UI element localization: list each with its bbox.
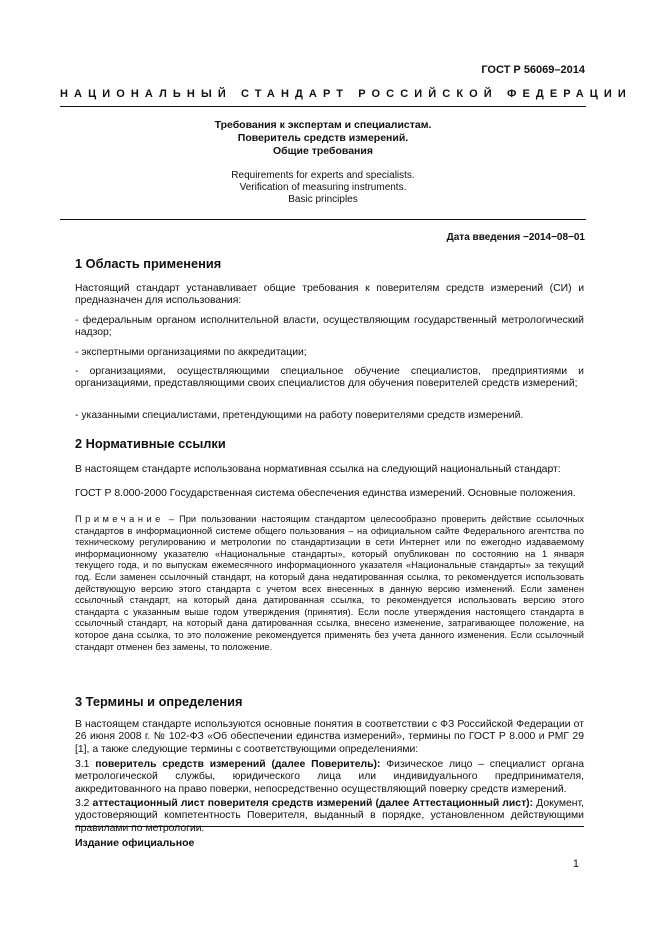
list-item: - указанными специалистами, претендующими на работу поверителями средств измерений. <box>75 410 524 421</box>
title-english <box>60 170 586 206</box>
term-name: поверитель средств измерений (далее Поверитель): <box>95 759 381 770</box>
title-en-line: Requirements for experts and specialists. <box>231 170 415 181</box>
introduction-date: Дата введения −2014−08−01 <box>446 232 585 243</box>
term-definition: Физическое лицо – специалист органа метрологической службы, юридического лица или индивидуального предпринимателя, аккредитованного на право поверки, непосредственно осуществляющий поверку средств измерений. <box>75 759 584 795</box>
section-3-paragraph: В настоящем стандарте используются основные понятия в соответствии с ФЗ Российской Федерации от 26 июня 2008 г. № 102-ФЗ «Об обеспечении единства измерений», термины по ГОСТ Р 8.000 и РМГ 29 [1], а также следующие термины с соответствующими определениями: <box>75 719 584 755</box>
term-3-1 <box>75 759 584 796</box>
section-3-heading: 3 Термины и определения <box>75 694 243 709</box>
title-ru-line: Общие требования <box>273 145 373 157</box>
term-3-2 <box>75 798 584 835</box>
section-1-paragraph <box>75 283 584 308</box>
title-ru-line: Требования к экспертам и специалистам. <box>214 119 432 131</box>
note-block <box>75 514 584 653</box>
title-en-line: Basic principles <box>288 194 358 205</box>
list-item: - федеральным органом исполнительной власти, осуществляющим государственный метрологический надзор; <box>75 315 584 339</box>
top-divider <box>60 106 586 107</box>
title-russian <box>60 119 586 158</box>
section-2-heading: 2 Нормативные ссылки <box>75 436 226 451</box>
note-text: – При пользовании настоящим стандартом целесообразно проверить действие ссылочных стандартов в информационной системе общего пользования – на официальном сайте Федерального агентства по техническому регулированию и метрологии по стандартизации в сети Интернет или по ежегодно издаваемому информационному указателю «Национальные стандарты», который опубликован по состоянию на 1 января текущего года, и по выпускам ежемесячного информационного указателя «Национальные стандарты» за текущий год. Если заменен ссылочный стандарт, на который дана недатированная ссылка, то рекомендуется использовать действующую версию этого стандарта с учетом всех внесенных в данную версию изменений. Если заменен ссылочный стандарт, на который дана датированная ссылка, то рекомендуется использовать версию этого стандарта с указанным выше годом утверждения (принятия). Если после утверждения настоящего стандарта в ссылочный стандарт, на который дана датированная ссылка, внесено изменение, затрагивающее положение, на которое дана ссылка, то это положение рекомендуется применять без учета данного изменения. Если ссылочный стандарт отменен без замены, то положение. <box>75 514 584 652</box>
term-definition: Документ, удостоверяющий компетентность Поверителя, выданный в порядке, установленном действующими правилами по метрологии. <box>75 798 584 834</box>
section-2-paragraph: В настоящем стандарте использована нормативная ссылка на следующий национальный стандарт: <box>75 464 561 475</box>
title-en-line: Verification of measuring instruments. <box>239 182 407 193</box>
term-number: 3.2 <box>75 798 93 809</box>
section-2-reference: ГОСТ Р 8.000-2000 Государственная система обеспечения единства измерений. Основные положения. <box>75 488 576 499</box>
term-name: аттестационный лист поверителя средств измерений (далее Аттестационный лист): <box>92 798 534 809</box>
section-1-heading: 1 Область применения <box>75 256 222 271</box>
term-number: 3.1 <box>75 759 96 770</box>
page-number: 1 <box>572 858 579 870</box>
official-edition-label: Издание официальное <box>75 837 195 849</box>
footer-divider <box>75 826 584 827</box>
document-code: ГОСТ Р 56069–2014 <box>481 64 585 76</box>
national-standard-banner: НАЦИОНАЛЬНЫЙ СТАНДАРТ РОССИЙСКОЙ ФЕДЕРАЦИИ <box>60 88 632 100</box>
note-label: Примечание <box>75 514 164 524</box>
title-divider <box>60 219 586 220</box>
list-item: - организациями, осуществляющими специальное обучение специалистов, предприятиями и организациями, представляющими своих специалистов для обучения поверителей средств измерений; <box>75 366 584 390</box>
list-item: - экспертными организациями по аккредитации; <box>75 347 307 358</box>
section-1-p1: Настоящий стандарт устанавливает общие требования к поверителям средств измерений (СИ) и предназначен для использования: <box>75 283 584 307</box>
title-ru-line: Поверитель средств измерений. <box>237 132 409 144</box>
